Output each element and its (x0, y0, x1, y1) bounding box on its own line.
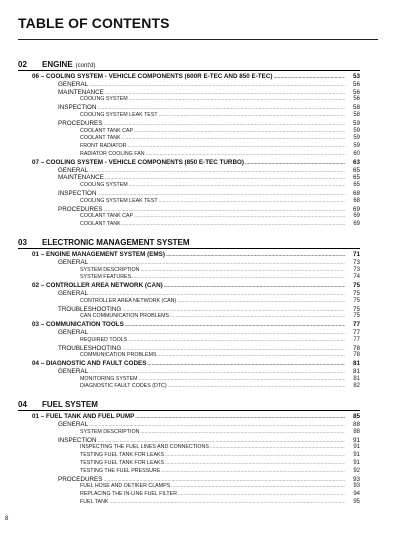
toc-page-number: 56 (352, 80, 360, 88)
toc-entry-label: TESTING THE FUEL PRESSURE (80, 467, 161, 474)
toc-entry-label: SYSTEM DESCRIPTION (80, 428, 140, 435)
toc-section (18, 238, 360, 391)
section-continued-note: (cont'd) (75, 63, 96, 69)
toc-entry-label: COOLING SYSTEM LEAK TEST (80, 111, 158, 118)
toc-entry-label: GENERAL (58, 421, 89, 429)
toc-entry-label: GENERAL (58, 80, 89, 88)
toc-entry-label: TROUBLESHOOTING (58, 305, 122, 313)
dot-leader (89, 82, 345, 90)
toc-page-number: 88 (353, 428, 360, 435)
toc-page-number: 53 (352, 73, 360, 80)
dot-leader (159, 112, 345, 120)
toc-entry-label: PROCEDURES (58, 475, 103, 483)
dot-leader (135, 414, 345, 422)
toc-entry-label: DIAGNOSTIC FAULT CODES (DTC) (80, 383, 167, 390)
toc-subsection-link[interactable] (18, 290, 360, 298)
dot-leader (161, 468, 345, 476)
toc-topic-link[interactable] (18, 151, 360, 159)
dot-leader (134, 213, 345, 221)
toc-topic-link[interactable] (18, 198, 360, 206)
toc-entry-label: GENERAL (58, 367, 89, 375)
toc-topic-link[interactable] (18, 112, 360, 120)
toc-entry-label: CONTROLLER AREA NETWORK (CAN) (80, 297, 177, 304)
dot-leader (129, 96, 345, 104)
toc-entry-label: COOLANT TANK CAP (80, 213, 133, 220)
toc-page-number: 71 (352, 250, 360, 258)
toc-entry-label: COOLANT TANK CAP (80, 127, 133, 134)
toc-page-number: 65 (352, 174, 360, 182)
toc-topic-link[interactable] (18, 221, 360, 229)
toc-page-number: 59 (352, 119, 360, 127)
toc-page-number: 77 (353, 336, 360, 343)
toc-entry-label: 01 – ENGINE MANAGEMENT SYSTEM (EMS) (32, 250, 165, 258)
toc-page-number: 78 (352, 344, 360, 352)
toc-page-number: 91 (353, 444, 360, 451)
dot-leader (140, 267, 345, 275)
toc-page-number: 91 (352, 436, 360, 444)
toc-subsection-link[interactable] (18, 190, 360, 198)
toc-entry-label: INSPECTING THE FUEL LINES AND CONNECTIONS (80, 444, 209, 451)
toc-page-number: 68 (353, 197, 360, 204)
toc-chapter-link[interactable] (18, 282, 360, 290)
toc-subsection-link[interactable] (18, 206, 360, 214)
toc-entry-label: MONITORING SYSTEM (80, 375, 138, 382)
dot-leader (122, 135, 345, 143)
toc-page-number: 69 (353, 213, 360, 220)
toc-topic-link[interactable] (18, 429, 360, 437)
toc-entry-label: GENERAL (58, 166, 89, 174)
toc-chapter-link[interactable] (18, 321, 360, 329)
toc-page-number: 85 (352, 413, 360, 421)
toc-topic-link[interactable] (18, 135, 360, 143)
toc-entry-label: INSPECTION (58, 436, 97, 444)
toc-section (18, 60, 360, 229)
toc-entry-label: GENERAL (58, 289, 89, 297)
toc-entry-label: MAINTENANCE (58, 174, 104, 182)
toc-topic-link[interactable] (18, 337, 360, 345)
section-heading (18, 60, 360, 71)
toc-entry-label: SYSTEM FEATURES (80, 274, 132, 281)
toc-page-number: 69 (352, 205, 360, 213)
toc-page-number: 73 (352, 258, 360, 266)
table-of-contents (18, 60, 360, 516)
toc-page-number: 75 (352, 282, 360, 290)
toc-page-number: 81 (352, 367, 360, 375)
toc-topic-link[interactable] (18, 483, 360, 491)
toc-subsection-link[interactable] (18, 167, 360, 175)
toc-entry-label: TROUBLESHOOTING (58, 344, 122, 352)
toc-topic-link[interactable] (18, 182, 360, 190)
toc-page-number: 73 (353, 266, 360, 273)
page-number: 8 (5, 516, 9, 522)
toc-page-number: 93 (352, 475, 360, 483)
toc-page-number: 75 (352, 305, 360, 313)
toc-entry-label: FUEL HOSE AND OETIKER CLAMPS (80, 483, 171, 490)
section-heading (18, 238, 360, 249)
toc-page-number: 58 (353, 111, 360, 118)
toc-entry-label: INSPECTION (58, 104, 97, 112)
toc-chapter-link[interactable] (18, 73, 360, 81)
toc-page-number: 88 (352, 421, 360, 429)
toc-page-number: 68 (352, 189, 360, 197)
toc-page-number: 94 (353, 491, 360, 498)
toc-page-number: 56 (352, 88, 360, 96)
dot-leader (147, 361, 345, 369)
toc-subsection-link[interactable] (18, 437, 360, 445)
title-divider (18, 39, 378, 40)
toc-entry-label: COOLING SYSTEM (80, 96, 128, 103)
toc-subsection-link[interactable] (18, 421, 360, 429)
dot-leader (122, 221, 345, 229)
dot-leader (170, 313, 345, 321)
toc-page-number: 59 (353, 135, 360, 142)
toc-topic-link[interactable] (18, 96, 360, 104)
toc-subsection-link[interactable] (18, 259, 360, 267)
dot-leader (178, 491, 345, 499)
dot-leader (157, 352, 345, 360)
toc-subsection-link[interactable] (18, 345, 360, 353)
dot-leader (132, 274, 345, 282)
section-title: FUEL SYSTEM (42, 400, 98, 410)
toc-page-number: 95 (353, 499, 360, 506)
toc-entry-label: 06 – COOLING SYSTEM - VEHICLE COMPONENTS (600R E-TEC AND 850 E-TEC) (32, 73, 273, 80)
toc-page-number: 81 (353, 375, 360, 382)
toc-entry-label: TESTING FUEL TANK FOR LEAKS (80, 460, 165, 467)
dot-leader (125, 322, 345, 330)
toc-page-number: 63 (352, 158, 360, 166)
toc-subsection-link[interactable] (18, 476, 360, 484)
toc-entry-label: COOLANT TANK (80, 135, 121, 142)
toc-entry-label: 07 – COOLING SYSTEM - VEHICLE COMPONENTS (850 E-TEC TURBO) (32, 158, 245, 166)
dot-leader (109, 499, 345, 507)
toc-chapter-link[interactable] (18, 159, 360, 167)
toc-entry-label: FRONT RADIATOR (80, 143, 127, 150)
toc-topic-link[interactable] (18, 376, 360, 384)
toc-topic-link[interactable] (18, 468, 360, 476)
dot-leader (168, 383, 345, 391)
toc-entry-label: RADIATOR COOLING FAN (80, 150, 145, 157)
toc-page-number: 74 (353, 274, 360, 281)
toc-entry-label: MAINTENANCE (58, 88, 104, 96)
dot-leader (210, 444, 345, 452)
toc-page-number: 92 (353, 467, 360, 474)
toc-entry-label: REPLACING THE IN-LINE FUEL FILTER (80, 491, 178, 498)
section-number: 02 (18, 60, 27, 69)
toc-subsection-link[interactable] (18, 329, 360, 337)
dot-leader (89, 168, 345, 176)
toc-entry-label: GENERAL (58, 258, 89, 266)
dot-leader (164, 283, 345, 291)
toc-subsection-link[interactable] (18, 89, 360, 97)
toc-topic-link[interactable] (18, 143, 360, 151)
toc-subsection-link[interactable] (18, 306, 360, 314)
toc-subsection-link[interactable] (18, 368, 360, 376)
toc-topic-link[interactable] (18, 352, 360, 360)
toc-entry-label: COMMUNICATION PROBLEMS (80, 352, 157, 359)
toc-topic-link[interactable] (18, 213, 360, 221)
toc-entry-label: 02 – CONTROLLER AREA NETWORK (CAN) (32, 282, 163, 290)
dot-leader (134, 128, 345, 136)
toc-topic-link[interactable] (18, 499, 360, 507)
toc-page-number: 75 (353, 297, 360, 304)
toc-subsection-link[interactable] (18, 104, 360, 112)
section-title: ENGINE (42, 60, 73, 69)
toc-entry-label: SYSTEM DESCRIPTION (80, 266, 140, 273)
toc-topic-link[interactable] (18, 460, 360, 468)
toc-page-number: 69 (353, 221, 360, 228)
toc-topic-link[interactable] (18, 298, 360, 306)
dot-leader (128, 143, 346, 151)
toc-topic-link[interactable] (18, 491, 360, 499)
dot-leader (177, 298, 345, 306)
toc-subsection-link[interactable] (18, 174, 360, 182)
dot-leader (165, 460, 345, 468)
toc-page-number: 91 (353, 452, 360, 459)
toc-page-number: 59 (353, 127, 360, 134)
toc-entry-label: INSPECTION (58, 189, 97, 197)
dot-leader (171, 483, 345, 491)
dot-leader (245, 160, 345, 168)
toc-topic-link[interactable] (18, 274, 360, 282)
toc-subsection-link[interactable] (18, 120, 360, 128)
toc-page-number: 93 (353, 483, 360, 490)
dot-leader (166, 252, 345, 260)
toc-entry-label: COOLING SYSTEM LEAK TEST (80, 197, 158, 204)
toc-page-number: 60 (353, 150, 360, 157)
toc-entry-label: CAN COMMUNICATION PROBLEMS (80, 313, 170, 320)
toc-subsection-link[interactable] (18, 81, 360, 89)
toc-page-number: 65 (352, 166, 360, 174)
toc-entry-label: FUEL TANK (80, 499, 109, 506)
toc-topic-link[interactable] (18, 444, 360, 452)
toc-entry-label: COOLING SYSTEM (80, 182, 128, 189)
toc-topic-link[interactable] (18, 383, 360, 391)
toc-entry-label: COOLANT TANK (80, 221, 121, 228)
dot-leader (159, 198, 345, 206)
toc-topic-link[interactable] (18, 128, 360, 136)
dot-leader (140, 429, 345, 437)
toc-topic-link[interactable] (18, 267, 360, 275)
toc-entry-label: TESTING FUEL TANK FOR LEAKS (80, 452, 165, 459)
dot-leader (146, 151, 345, 159)
toc-page-number: 82 (353, 383, 360, 390)
dot-leader (139, 376, 345, 384)
dot-leader (128, 337, 345, 345)
toc-entry-label: PROCEDURES (58, 205, 103, 213)
toc-page-number: 65 (353, 182, 360, 189)
toc-page-number: 81 (352, 360, 360, 368)
toc-entry-label: 04 – DIAGNOSTIC AND FAULT CODES (32, 360, 147, 368)
toc-entry-label: GENERAL (58, 328, 89, 336)
toc-page-number: 59 (353, 143, 360, 150)
toc-page-number: 78 (353, 352, 360, 359)
toc-page-number: 77 (352, 321, 360, 329)
section-number: 04 (18, 400, 27, 410)
toc-entry-label: 01 – FUEL TANK AND FUEL PUMP (32, 413, 135, 421)
toc-page-number: 77 (352, 328, 360, 336)
toc-page-number: 75 (353, 313, 360, 320)
toc-topic-link[interactable] (18, 452, 360, 460)
toc-topic-link[interactable] (18, 313, 360, 321)
toc-page-number: 91 (353, 460, 360, 467)
toc-chapter-link[interactable] (18, 360, 360, 368)
toc-chapter-link[interactable] (18, 413, 360, 421)
dot-leader (129, 182, 345, 190)
toc-chapter-link[interactable] (18, 251, 360, 259)
toc-entry-label: 03 – COMMUNICATION TOOLS (32, 321, 124, 329)
dot-leader (165, 452, 345, 460)
section-title: ELECTRONIC MANAGEMENT SYSTEM (42, 237, 190, 247)
toc-section (18, 400, 360, 507)
toc-page-number: 58 (352, 104, 360, 112)
toc-page-number: 56 (353, 96, 360, 103)
page-title: TABLE OF CONTENTS (18, 15, 170, 31)
toc-page-number: 75 (352, 289, 360, 297)
section-number: 03 (18, 237, 27, 247)
toc-entry-label: REQUIRED TOOLS (80, 336, 128, 343)
toc-entry-label: PROCEDURES (58, 119, 103, 127)
dot-leader (274, 74, 346, 82)
section-heading (18, 400, 360, 411)
